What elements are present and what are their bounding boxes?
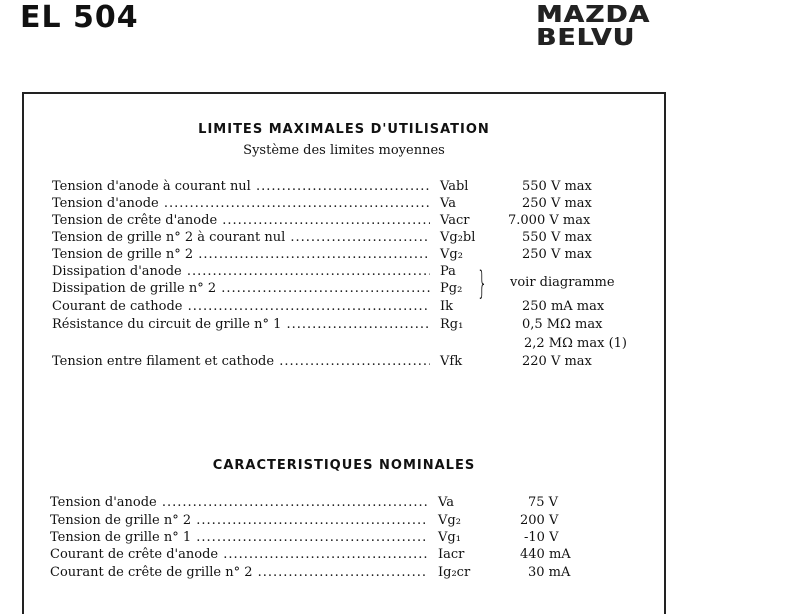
row-label: Dissipation d'anode ..... — [52, 263, 430, 280]
row-value: 440 mA — [520, 547, 571, 562]
row-symbol: Pa — [440, 264, 456, 279]
brand-line-1: MAZDA — [536, 2, 651, 28]
row-symbol: Va — [440, 196, 456, 211]
row-label: Tension de crête d'anode ..... — [52, 212, 430, 229]
nominal-title: CARACTERISTIQUES NOMINALES — [212, 458, 476, 473]
limits-title: LIMITES MAXIMALES D'UTILISATION — [198, 122, 490, 137]
row-value: 75 V — [528, 495, 559, 510]
row-symbol: Iacr — [438, 547, 465, 562]
row-value: 250 V max — [522, 196, 592, 211]
row-value: -10 V — [524, 530, 559, 545]
row-symbol: Ig₂cr — [438, 565, 471, 580]
row-label: Tension de grille n° 2 à courant nul ..... — [52, 229, 430, 246]
row-symbol: Pg₂ — [440, 281, 463, 296]
row-label: Courant de crête de grille n° 2 ..... — [50, 564, 428, 581]
row-value: 550 V max — [522, 179, 592, 194]
row-value: 250 mA max — [522, 299, 605, 314]
row-value: 7.000 V max — [508, 213, 591, 228]
row-value: 220 V max — [522, 354, 592, 369]
limits-subtitle: Système des limites moyennes — [243, 143, 445, 158]
row-label: Tension entre filament et cathode ..... — [52, 353, 430, 370]
row-label: Tension de grille n° 1 ..... — [50, 529, 428, 546]
row-label: Courant de crête d'anode ..... — [50, 546, 428, 563]
row-symbol: Vg₂bl — [440, 230, 476, 245]
brace-symbol: } — [477, 264, 488, 302]
row-symbol: Ik — [440, 299, 454, 314]
row-label: Courant de cathode ..... — [52, 298, 430, 315]
row-symbol: Vabl — [440, 179, 469, 194]
tube-model-title: EL 504 — [20, 0, 139, 35]
row-symbol: Vg₂ — [440, 247, 463, 262]
row-value: 0,5 MΩ max — [522, 317, 603, 332]
row-value: 30 mA — [528, 565, 571, 580]
row-label: Résistance du circuit de grille n° 1 ..... — [52, 316, 430, 333]
row-label: Tension d'anode à courant nul ..... — [52, 178, 430, 195]
datasheet-frame — [22, 92, 666, 614]
row-label: Tension d'anode ..... — [52, 195, 430, 212]
row-symbol: Va — [438, 495, 454, 510]
extra-value: 2,2 MΩ max (1) — [524, 336, 627, 351]
row-symbol: Vg₂ — [438, 513, 461, 528]
brace-note: voir diagramme — [510, 275, 615, 290]
brand-line-2: BELVU — [536, 25, 636, 51]
row-symbol: Vg₁ — [438, 530, 461, 545]
row-label: Tension d'anode ..... — [50, 494, 428, 511]
row-value: 200 V — [520, 513, 559, 528]
row-label: Tension de grille n° 2 ..... — [50, 512, 428, 529]
row-value: 250 V max — [522, 247, 592, 262]
row-symbol: Vacr — [440, 213, 470, 228]
row-label: Tension de grille n° 2 ..... — [52, 246, 430, 263]
row-label: Dissipation de grille n° 2 ..... — [52, 280, 430, 297]
row-symbol: Rg₁ — [440, 317, 464, 332]
row-symbol: Vfk — [440, 354, 463, 369]
brand-logo — [536, 4, 697, 50]
row-value: 550 V max — [522, 230, 592, 245]
